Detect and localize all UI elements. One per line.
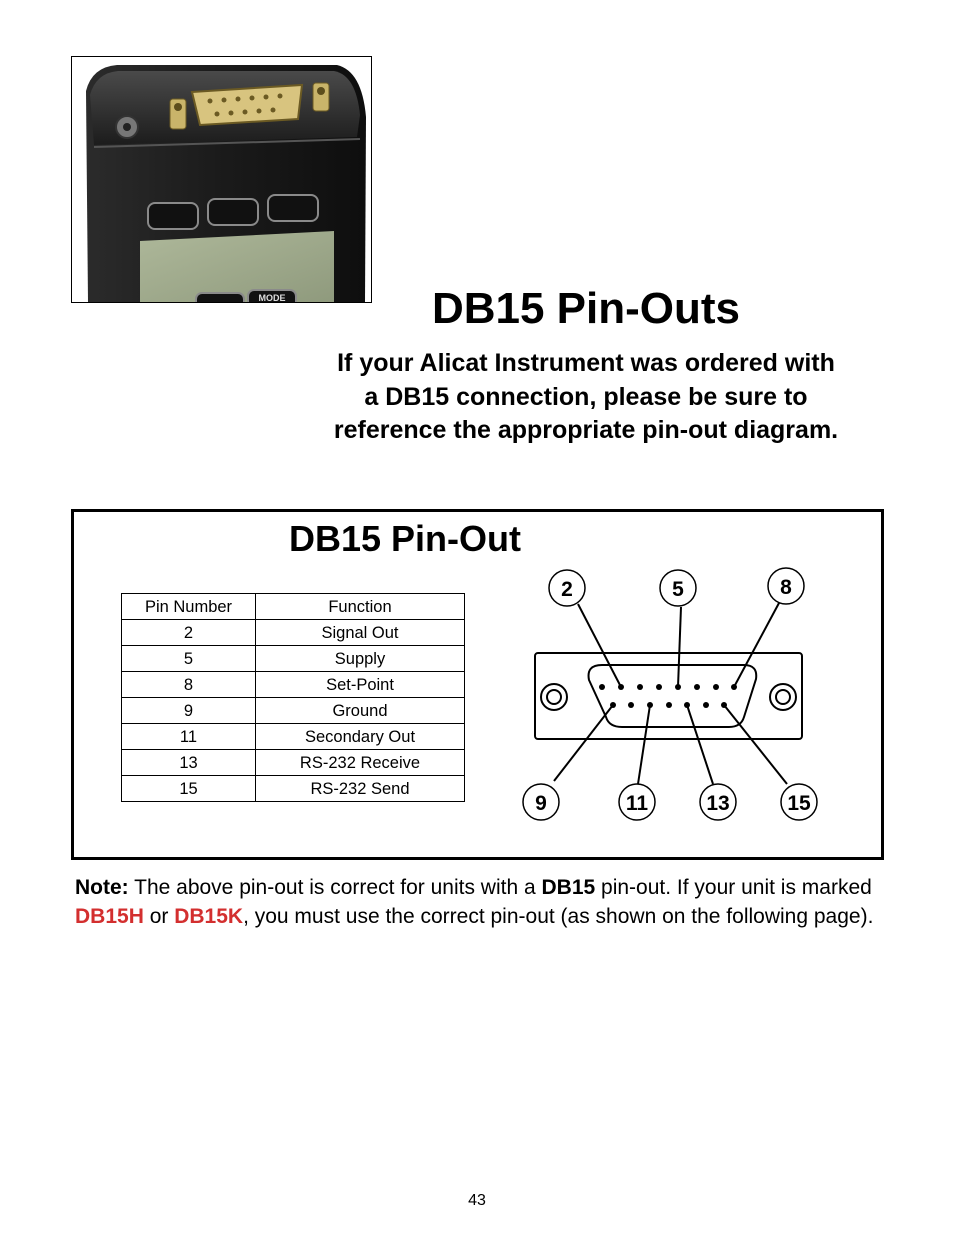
table-row <box>122 724 465 750</box>
function-cell: Supply <box>256 646 465 672</box>
function-cell: Ground <box>256 698 465 724</box>
callout-pin-11: 11 <box>625 792 649 815</box>
subtitle-line: reference the appropriate pin-out diagram. <box>333 416 839 444</box>
table-row <box>122 698 465 724</box>
note-db15: DB15 <box>541 876 596 899</box>
callout-pin-5: 5 <box>672 578 684 601</box>
device-key <box>208 199 258 225</box>
table-header-row <box>122 594 465 620</box>
db15-connector-icon <box>192 85 302 125</box>
table-row <box>122 646 465 672</box>
function-cell: Set-Point <box>256 672 465 698</box>
subtitle <box>290 347 882 448</box>
lcd-screen <box>140 231 334 302</box>
callout-pin-9: 9 <box>535 792 547 815</box>
db15-diagram <box>520 560 820 835</box>
pin-cell: 2 <box>122 620 256 646</box>
note-db15h: DB15H <box>75 904 144 928</box>
function-cell: RS-232 Send <box>256 776 465 802</box>
function-cell: Signal Out <box>256 620 465 646</box>
page-number: 43 <box>468 1192 486 1209</box>
pin-cell: 11 <box>122 724 256 750</box>
note-text: , you must use the correct pin-out (as shown on the following page). <box>243 904 874 928</box>
note-paragraph <box>75 874 887 931</box>
table-row <box>122 776 465 802</box>
function-cell: RS-232 Receive <box>256 750 465 776</box>
callout-pin-2: 2 <box>561 578 573 601</box>
table-row <box>122 620 465 646</box>
header-function: Function <box>256 594 465 620</box>
device-illustration <box>72 57 371 302</box>
subtitle-line: If your Alicat Instrument was ordered with <box>337 349 835 377</box>
note-text: or <box>143 904 175 928</box>
callout-pin-8: 8 <box>780 576 792 599</box>
pin-cell: 9 <box>122 698 256 724</box>
note-text: pin-out. If your unit is marked <box>595 876 872 899</box>
pin-cell: 5 <box>122 646 256 672</box>
function-cell: Secondary Out <box>256 724 465 750</box>
note-text: The above pin-out is correct for units with a <box>128 876 542 899</box>
pin-dots <box>599 684 737 708</box>
pin-cell: 15 <box>122 776 256 802</box>
mount-hole-right <box>770 684 796 710</box>
callout-pin-15: 15 <box>787 792 811 815</box>
page-title: DB15 Pin-Outs <box>431 284 741 333</box>
device-key <box>148 203 198 229</box>
pin-cell: 13 <box>122 750 256 776</box>
note-label: Note: <box>75 876 129 899</box>
pin-cell: 8 <box>122 672 256 698</box>
callout-pin-13: 13 <box>706 792 730 815</box>
note-db15k: DB15K <box>174 904 244 928</box>
header-pin-number: Pin Number <box>122 594 256 620</box>
table-row <box>122 750 465 776</box>
mount-hole-left <box>541 684 567 710</box>
pin-table <box>121 593 465 802</box>
mode-key-label: MODE <box>258 293 286 302</box>
subtitle-line: a DB15 connection, please be sure to <box>364 382 808 411</box>
table-row <box>122 672 465 698</box>
pinout-title: DB15 Pin-Out <box>288 518 521 559</box>
device-photo <box>71 56 372 303</box>
device-key <box>268 195 318 221</box>
